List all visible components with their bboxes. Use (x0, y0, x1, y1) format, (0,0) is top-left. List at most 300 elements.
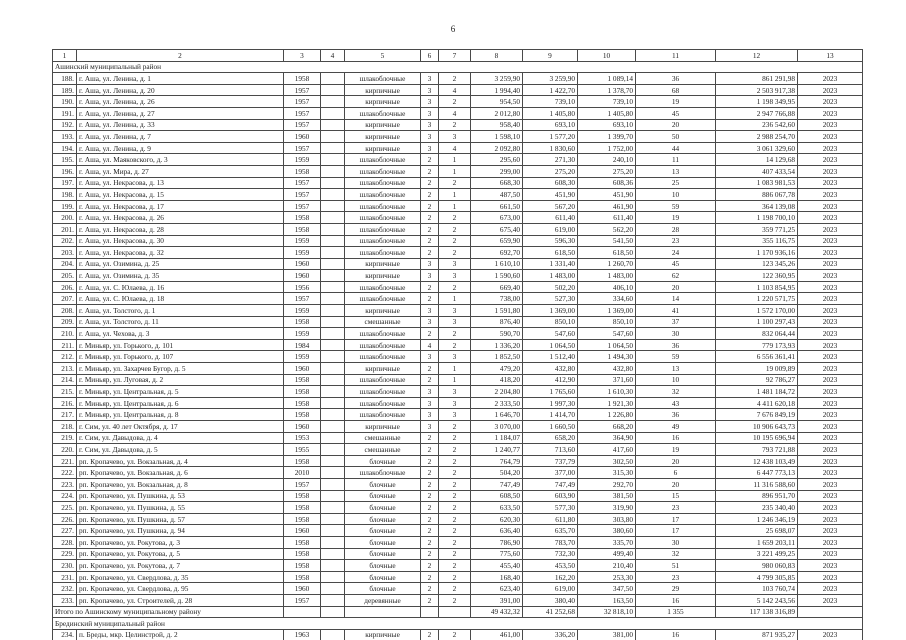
entrances-cell: 4 (439, 84, 471, 96)
planned-year-cell: 2023 (798, 316, 863, 328)
build-year-cell: 1957 (284, 142, 321, 154)
table-row (53, 548, 863, 560)
planned-year-cell: 2023 (798, 200, 863, 212)
living-area-cell: 739,10 (578, 96, 636, 108)
planned-year-cell: 2023 (798, 444, 863, 456)
residents-cell: 37 (636, 316, 716, 328)
total-area-cell: 1 598,10 (471, 131, 523, 143)
table-row (53, 571, 863, 583)
column-4-cell (321, 316, 345, 328)
wall-material-cell: шлакоблочные (345, 328, 421, 340)
table-row (53, 560, 863, 572)
total-area-cell: 764,79 (471, 455, 523, 467)
repair-cost-cell: 10 195 696,94 (716, 432, 798, 444)
floors-cell: 2 (421, 594, 439, 606)
premises-area-cell: 658,20 (523, 432, 578, 444)
floors-cell: 3 (421, 397, 439, 409)
living-area-cell: 1 378,70 (578, 84, 636, 96)
address-cell: г. Аша, ул. Толстого, д. 11 (77, 316, 284, 328)
address-cell: рп. Кропачево, ул. Вокзальная, д. 6 (77, 467, 284, 479)
living-area-cell: 335,70 (578, 536, 636, 548)
build-year-cell: 1960 (284, 270, 321, 282)
repair-cost-cell: 2 503 917,38 (716, 84, 798, 96)
column-4-cell (321, 548, 345, 560)
total-area-cell: 487,50 (471, 189, 523, 201)
living-area-cell: 1 483,00 (578, 270, 636, 282)
premises-area-cell: 1 064,50 (523, 339, 578, 351)
build-year-cell: 1959 (284, 351, 321, 363)
column-4-cell (321, 583, 345, 595)
repair-cost-cell: 861 291,98 (716, 73, 798, 85)
column-4-cell (321, 270, 345, 282)
column-4-cell (321, 328, 345, 340)
living-area-cell: 303,80 (578, 513, 636, 525)
wall-material-cell: кирпичные (345, 258, 421, 270)
row-number-cell: 234. (53, 629, 77, 640)
repair-cost-cell: 980 060,83 (716, 560, 798, 572)
floors-cell: 2 (421, 281, 439, 293)
residents-cell: 13 (636, 363, 716, 375)
column-number-header: 12 (716, 50, 798, 62)
wall-material-cell: смешанные (345, 316, 421, 328)
row-number-cell: 222. (53, 467, 77, 479)
entrances-cell: 2 (439, 455, 471, 467)
floors-cell: 3 (421, 84, 439, 96)
floors-cell: 3 (421, 119, 439, 131)
living-area-cell: 1 064,50 (578, 339, 636, 351)
build-year-cell: 1959 (284, 328, 321, 340)
residents-cell: 16 (636, 629, 716, 640)
row-number-cell: 211. (53, 339, 77, 351)
build-year-cell: 1957 (284, 84, 321, 96)
total-area-cell: 1 184,07 (471, 432, 523, 444)
repair-cost-cell: 1 170 936,16 (716, 247, 798, 259)
premises-area-cell: 1 577,20 (523, 131, 578, 143)
floors-cell: 3 (421, 73, 439, 85)
planned-year-cell: 2023 (798, 131, 863, 143)
premises-area-cell: 275,20 (523, 165, 578, 177)
table-row (53, 200, 863, 212)
column-4-cell (321, 525, 345, 537)
column-4-cell (321, 478, 345, 490)
row-number-cell: 224. (53, 490, 77, 502)
table-body (53, 50, 863, 640)
residents-cell: 23 (636, 502, 716, 514)
wall-material-cell: кирпичные (345, 629, 421, 640)
repair-cost-cell: 832 064,44 (716, 328, 798, 340)
living-area-cell: 364,90 (578, 432, 636, 444)
build-year-cell: 1959 (284, 305, 321, 317)
living-area-cell: 347,50 (578, 583, 636, 595)
build-year-cell: 1960 (284, 583, 321, 595)
living-area-cell: 210,40 (578, 560, 636, 572)
district-total-label: Итого по Ашинскому муниципальному району (53, 606, 284, 618)
entrances-cell: 2 (439, 177, 471, 189)
planned-year-cell: 2023 (798, 525, 863, 537)
residents-cell: 59 (636, 200, 716, 212)
total-area-cell: 876,40 (471, 316, 523, 328)
premises-area-cell: 603,90 (523, 490, 578, 502)
build-year-cell: 1958 (284, 513, 321, 525)
address-cell: рп. Кропачево, ул. Вокзальная, д. 8 (77, 478, 284, 490)
living-area-cell: 618,50 (578, 247, 636, 259)
column-4-cell (321, 363, 345, 375)
row-number-cell: 195. (53, 154, 77, 166)
planned-year-cell: 2023 (798, 571, 863, 583)
living-area-cell: 499,40 (578, 548, 636, 560)
entrances-cell: 1 (439, 154, 471, 166)
repair-cost-cell: 5 142 243,56 (716, 594, 798, 606)
address-cell: г. Миньяр, ул. Центральная, д. 5 (77, 386, 284, 398)
address-cell: г. Аша, ул. Озимина, д. 35 (77, 270, 284, 282)
floors-cell: 3 (421, 270, 439, 282)
planned-year-cell: 2023 (798, 235, 863, 247)
wall-material-cell: шлакоблочные (345, 107, 421, 119)
build-year-cell: 1958 (284, 560, 321, 572)
entrances-cell: 2 (439, 513, 471, 525)
planned-year-cell: 2023 (798, 363, 863, 375)
table-row (53, 351, 863, 363)
total-area-cell: 608,50 (471, 490, 523, 502)
column-4-cell (321, 235, 345, 247)
address-cell: г. Аша, ул. Ленина, д. 33 (77, 119, 284, 131)
address-cell: п. Бреды, мкр. Целинстрой, д. 2 (77, 629, 284, 640)
address-cell: г. Миньяр, ул. Луговая, д. 2 (77, 374, 284, 386)
living-area-cell: 381,00 (578, 629, 636, 640)
residents-cell: 29 (636, 583, 716, 595)
premises-area-cell: 1 997,30 (523, 397, 578, 409)
entrances-cell: 2 (439, 235, 471, 247)
build-year-cell: 1984 (284, 339, 321, 351)
wall-material-cell: кирпичные (345, 270, 421, 282)
table-row (53, 444, 863, 456)
premises-area-cell: 618,50 (523, 247, 578, 259)
row-number-cell: 197. (53, 177, 77, 189)
total-area-cell: 1 240,77 (471, 444, 523, 456)
entrances-cell: 2 (439, 502, 471, 514)
address-cell: г. Аша, ул. Некрасова, д. 30 (77, 235, 284, 247)
residents-cell: 36 (636, 409, 716, 421)
floors-cell: 2 (421, 513, 439, 525)
total-area-cell: 504,20 (471, 467, 523, 479)
column-4-cell (321, 560, 345, 572)
row-number-cell: 193. (53, 131, 77, 143)
row-number-cell: 220. (53, 444, 77, 456)
living-area-cell: 381,50 (578, 490, 636, 502)
address-cell: г. Аша, ул. Ленина, д. 27 (77, 107, 284, 119)
wall-material-cell: кирпичные (345, 84, 421, 96)
premises-area-cell: 502,20 (523, 281, 578, 293)
row-number-cell: 225. (53, 502, 77, 514)
table-row (53, 363, 863, 375)
total-premises-area-cell: 41 252,68 (523, 606, 578, 618)
row-number-cell: 221. (53, 455, 77, 467)
premises-area-cell: 1 483,00 (523, 270, 578, 282)
total-area-cell: 461,00 (471, 629, 523, 640)
column-4-cell (321, 96, 345, 108)
premises-area-cell: 732,30 (523, 548, 578, 560)
total-area-cell: 620,30 (471, 513, 523, 525)
column-4-cell (321, 258, 345, 270)
table-row (53, 409, 863, 421)
column-4-cell (321, 212, 345, 224)
repair-cost-cell: 122 360,95 (716, 270, 798, 282)
table-row (53, 594, 863, 606)
entrances-cell: 2 (439, 444, 471, 456)
table-row (53, 293, 863, 305)
planned-year-cell: 2023 (798, 351, 863, 363)
floors-cell: 2 (421, 548, 439, 560)
living-area-cell: 1 399,70 (578, 131, 636, 143)
wall-material-cell: шлакоблочные (345, 293, 421, 305)
wall-material-cell: шлакоблочные (345, 467, 421, 479)
wall-material-cell: шлакоблочные (345, 339, 421, 351)
floors-cell: 3 (421, 107, 439, 119)
district-section-row (53, 618, 863, 630)
table-row (53, 386, 863, 398)
column-4-cell (321, 305, 345, 317)
entrances-cell: 2 (439, 583, 471, 595)
column-4-cell (321, 84, 345, 96)
planned-year-cell: 2023 (798, 594, 863, 606)
residents-cell: 68 (636, 84, 716, 96)
column-number-header: 1 (53, 50, 77, 62)
column-number-header: 4 (321, 50, 345, 62)
premises-area-cell: 380,40 (523, 594, 578, 606)
entrances-cell: 3 (439, 270, 471, 282)
residents-cell: 30 (636, 328, 716, 340)
planned-year-cell: 2023 (798, 536, 863, 548)
repair-cost-cell: 2 988 254,70 (716, 131, 798, 143)
living-area-cell: 1 610,30 (578, 386, 636, 398)
wall-material-cell: шлакоблочные (345, 177, 421, 189)
repair-cost-cell: 1 100 297,43 (716, 316, 798, 328)
entrances-cell: 3 (439, 305, 471, 317)
entrances-cell: 2 (439, 536, 471, 548)
row-number-cell: 232. (53, 583, 77, 595)
row-number-cell: 213. (53, 363, 77, 375)
total-area-cell: 299,00 (471, 165, 523, 177)
premises-area-cell: 577,30 (523, 502, 578, 514)
row-number-cell: 217. (53, 409, 77, 421)
total-area-cell: 1 610,10 (471, 258, 523, 270)
premises-area-cell: 693,10 (523, 119, 578, 131)
total-area-cell: 659,90 (471, 235, 523, 247)
total-area-cell: 3 259,90 (471, 73, 523, 85)
planned-year-cell: 2023 (798, 502, 863, 514)
address-cell: г. Аша, ул. Некрасова, д. 28 (77, 223, 284, 235)
residents-cell: 43 (636, 397, 716, 409)
build-year-cell: 1953 (284, 432, 321, 444)
column-4-cell (321, 223, 345, 235)
table-row (53, 73, 863, 85)
entrances-cell: 1 (439, 293, 471, 305)
living-area-cell: 668,20 (578, 421, 636, 433)
premises-area-cell: 377,00 (523, 467, 578, 479)
column-4-cell (321, 374, 345, 386)
total-area-cell: 590,70 (471, 328, 523, 340)
repair-cost-cell: 25 698,07 (716, 525, 798, 537)
address-cell: г. Аша, ул. Маяковского, д. 3 (77, 154, 284, 166)
premises-area-cell: 1 660,50 (523, 421, 578, 433)
table-row (53, 154, 863, 166)
floors-cell: 3 (421, 305, 439, 317)
build-year-cell: 1957 (284, 594, 321, 606)
repair-cost-cell: 4 411 620,18 (716, 397, 798, 409)
residents-cell: 11 (636, 154, 716, 166)
table-row (53, 525, 863, 537)
wall-material-cell: шлакоблочные (345, 165, 421, 177)
residents-cell: 23 (636, 571, 716, 583)
entrances-cell: 3 (439, 316, 471, 328)
wall-material-cell: шлакоблочные (345, 223, 421, 235)
planned-year-cell: 2023 (798, 548, 863, 560)
column-4-cell (321, 154, 345, 166)
column-4-cell (321, 293, 345, 305)
entrances-cell: 2 (439, 223, 471, 235)
living-area-cell: 1 369,00 (578, 305, 636, 317)
premises-area-cell: 527,30 (523, 293, 578, 305)
planned-year-cell: 2023 (798, 247, 863, 259)
premises-area-cell: 1 369,00 (523, 305, 578, 317)
repair-cost-cell: 14 129,68 (716, 154, 798, 166)
premises-area-cell: 453,50 (523, 560, 578, 572)
table-row (53, 432, 863, 444)
address-cell: рп. Кропачево, ул. Свердлова, д. 35 (77, 571, 284, 583)
residents-cell: 41 (636, 305, 716, 317)
entrances-cell: 2 (439, 571, 471, 583)
column-number-header: 11 (636, 50, 716, 62)
row-number-cell: 198. (53, 189, 77, 201)
floors-cell: 2 (421, 525, 439, 537)
wall-material-cell: кирпичные (345, 363, 421, 375)
entrances-cell: 3 (439, 351, 471, 363)
table-row (53, 397, 863, 409)
wall-material-cell: кирпичные (345, 96, 421, 108)
premises-area-cell: 611,40 (523, 212, 578, 224)
residents-cell: 36 (636, 73, 716, 85)
address-cell: г. Миньяр, ул. Центральная, д. 8 (77, 409, 284, 421)
premises-area-cell: 1 512,40 (523, 351, 578, 363)
build-year-cell: 1960 (284, 258, 321, 270)
table-row (53, 235, 863, 247)
repair-cost-cell: 236 542,60 (716, 119, 798, 131)
wall-material-cell: блочные (345, 571, 421, 583)
premises-area-cell: 619,00 (523, 583, 578, 595)
column-number-header: 5 (345, 50, 421, 62)
table-row (53, 536, 863, 548)
wall-material-cell: шлакоблочные (345, 154, 421, 166)
residents-cell: 20 (636, 455, 716, 467)
premises-area-cell: 1 765,60 (523, 386, 578, 398)
total-area-cell: 1 336,20 (471, 339, 523, 351)
address-cell: рп. Кропачево, ул. Пушкина, д. 53 (77, 490, 284, 502)
wall-material-cell: блочные (345, 490, 421, 502)
district-section-row (53, 61, 863, 73)
floors-cell: 2 (421, 235, 439, 247)
living-area-cell: 380,60 (578, 525, 636, 537)
planned-year-cell: 2023 (798, 421, 863, 433)
build-year-cell: 1958 (284, 316, 321, 328)
total-area-cell: 775,60 (471, 548, 523, 560)
living-area-cell: 315,30 (578, 467, 636, 479)
living-area-cell: 432,80 (578, 363, 636, 375)
entrances-cell: 3 (439, 409, 471, 421)
repair-cost-cell: 6 556 361,41 (716, 351, 798, 363)
table-row (53, 247, 863, 259)
address-cell: рп. Кропачево, ул. Строителей, д. 28 (77, 594, 284, 606)
address-cell: г. Аша, ул. Ленина, д. 20 (77, 84, 284, 96)
premises-area-cell: 547,60 (523, 328, 578, 340)
table-row (53, 165, 863, 177)
planned-year-cell: 2023 (798, 560, 863, 572)
residents-cell: 50 (636, 131, 716, 143)
residents-cell: 30 (636, 536, 716, 548)
repair-cost-cell: 19 009,89 (716, 363, 798, 375)
row-number-cell: 212. (53, 351, 77, 363)
entrances-cell: 2 (439, 594, 471, 606)
table-row (53, 84, 863, 96)
address-cell: г. Миньяр, ул. Центральная, д. 6 (77, 397, 284, 409)
wall-material-cell: блочные (345, 525, 421, 537)
table-row (53, 142, 863, 154)
planned-year-cell: 2023 (798, 478, 863, 490)
total-repair-cost-cell: 117 138 316,89 (716, 606, 798, 618)
table-row (53, 478, 863, 490)
residents-cell: 28 (636, 223, 716, 235)
repair-cost-cell: 4 799 305,85 (716, 571, 798, 583)
wall-material-cell: кирпичные (345, 305, 421, 317)
premises-area-cell: 713,60 (523, 444, 578, 456)
entrances-cell: 3 (439, 397, 471, 409)
column-4-cell (321, 444, 345, 456)
address-cell: г. Аша, ул. Ленина, д. 1 (77, 73, 284, 85)
premises-area-cell: 1 414,70 (523, 409, 578, 421)
row-number-cell: 205. (53, 270, 77, 282)
row-number-cell: 203. (53, 247, 77, 259)
total-area-cell: 1 852,50 (471, 351, 523, 363)
table-row (53, 305, 863, 317)
row-number-cell: 215. (53, 386, 77, 398)
floors-cell: 2 (421, 154, 439, 166)
column-4-cell (321, 131, 345, 143)
premises-area-cell: 336,20 (523, 629, 578, 640)
build-year-cell: 1960 (284, 131, 321, 143)
floors-cell: 3 (421, 316, 439, 328)
residents-cell: 10 (636, 374, 716, 386)
table-row (53, 119, 863, 131)
build-year-cell: 1957 (284, 119, 321, 131)
address-cell: г. Миньяр, ул. Горького, д. 107 (77, 351, 284, 363)
table-row (53, 189, 863, 201)
living-area-cell: 1 260,70 (578, 258, 636, 270)
total-area-cell: 2 012,80 (471, 107, 523, 119)
address-cell: г. Аша, ул. Некрасова, д. 13 (77, 177, 284, 189)
entrances-cell: 3 (439, 258, 471, 270)
build-year-cell: 1960 (284, 363, 321, 375)
floors-cell: 2 (421, 629, 439, 640)
living-area-cell: 1 494,30 (578, 351, 636, 363)
residents-cell: 19 (636, 96, 716, 108)
residents-cell: 19 (636, 444, 716, 456)
build-year-cell: 1958 (284, 502, 321, 514)
wall-material-cell: шлакоблочные (345, 374, 421, 386)
planned-year-cell: 2023 (798, 258, 863, 270)
floors-cell: 2 (421, 432, 439, 444)
living-area-cell: 1 405,80 (578, 107, 636, 119)
table-row (53, 339, 863, 351)
repair-cost-cell: 355 116,75 (716, 235, 798, 247)
